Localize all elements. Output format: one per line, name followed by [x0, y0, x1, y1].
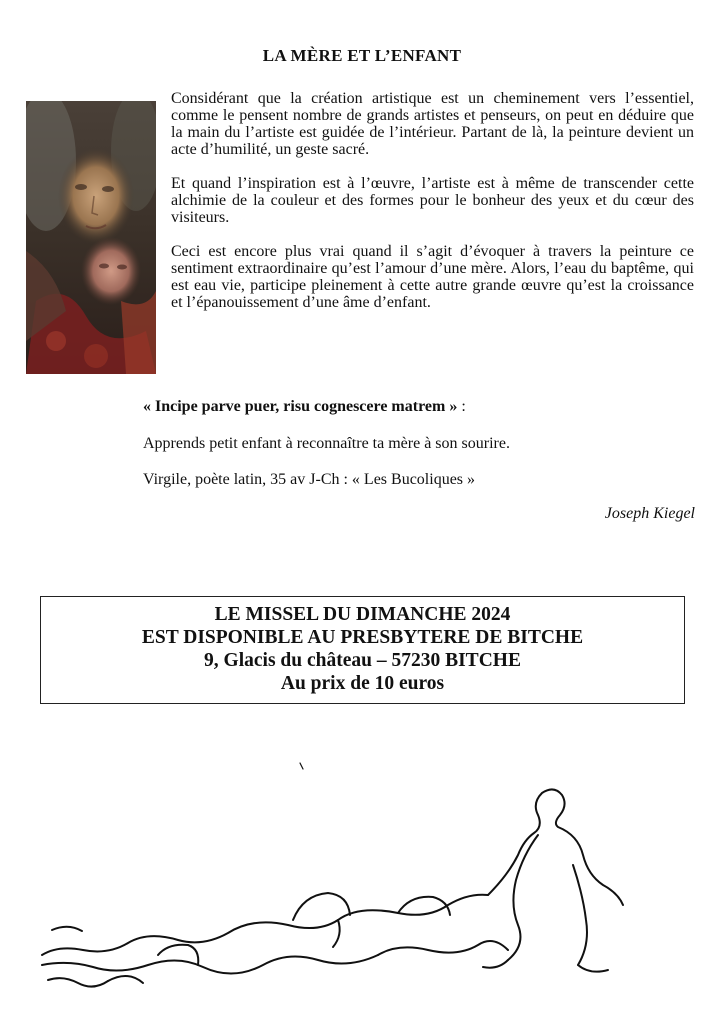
- announcement-line-1: LE MISSEL DU DIMANCHE 2024: [214, 604, 511, 625]
- article-title: LA MÈRE ET L’ENFANT: [262, 46, 462, 65]
- paragraph-3: Ceci est encore plus vrai quand il s’agit d’évoquer à travers la peinture ce sentiment extraordinaire qu’est l’amour d’une mère. Alors, l’eau du baptême, qui est eau vie, participe pleinement à cette autre grande œuvre qu’est la croissance et l’épanouissement d’une âme d’enfant.: [171, 243, 694, 311]
- announcement-line-2: EST DISPONIBLE AU PRESBYTERE DE BITCHE: [141, 627, 584, 648]
- latin-quote-colon: :: [457, 398, 466, 415]
- quote-section: [143, 397, 695, 524]
- author-signature: Joseph Kiegel: [604, 505, 695, 522]
- line-drawing-illustration: [38, 755, 698, 995]
- quote-translation: Apprends petit enfant à reconnaître ta mère à son sourire.: [143, 435, 510, 452]
- paragraph-1: Considérant que la création artistique est un cheminement vers l’essentiel, comme le pensent nombre de grands artistes et penseurs, on peut en déduire que la main du l’artiste est guidée de l’intérieur. Partant de là, la peinture devient un acte d’humilité, un geste sacré.: [171, 90, 694, 158]
- paragraph-2: Et quand l’inspiration est à l’œuvre, l’artiste est à même de transcender cette alchimie de la couleur et des formes pour le bonheur des yeux et du cœur des visiteurs.: [171, 175, 694, 226]
- mother-child-painting: [26, 101, 156, 374]
- latin-quote: [143, 397, 695, 417]
- announcement-box: [40, 596, 685, 704]
- article-body: [171, 90, 694, 328]
- latin-quote-text: « Incipe parve puer, risu cognescere matrem »: [143, 398, 458, 415]
- announcement-line-4: Au prix de 10 euros: [280, 673, 445, 694]
- announcement-line-3: 9, Glacis du château – 57230 BITCHE: [204, 650, 521, 671]
- quote-source: Virgile, poète latin, 35 av J-Ch : « Les Bucoliques »: [143, 471, 476, 488]
